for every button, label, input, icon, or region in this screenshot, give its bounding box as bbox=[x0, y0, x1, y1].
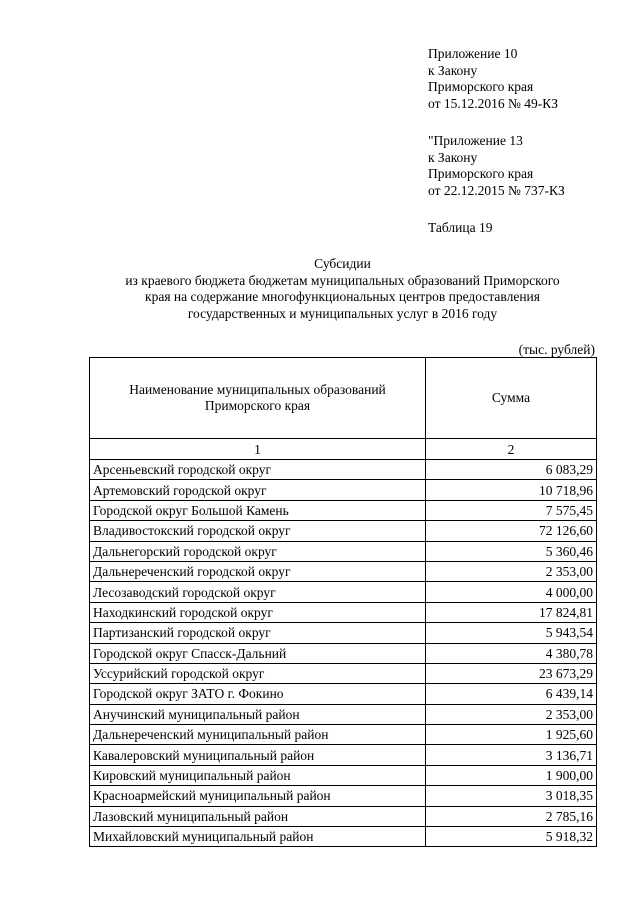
municipality-name-cell: Находкинский городской округ bbox=[90, 602, 426, 622]
municipality-name-cell: Арсеньевский городской округ bbox=[90, 460, 426, 480]
appendix-10-reference bbox=[428, 46, 558, 112]
table-row bbox=[90, 806, 597, 826]
table-row bbox=[90, 765, 597, 785]
appendix-13-reference bbox=[428, 133, 565, 199]
table-row bbox=[90, 521, 597, 541]
column-number: 2 bbox=[426, 439, 597, 460]
amount-cell: 4 000,00 bbox=[426, 582, 597, 602]
amount-cell: 10 718,96 bbox=[426, 480, 597, 500]
table-row bbox=[90, 582, 597, 602]
amount-cell: 1 900,00 bbox=[426, 765, 597, 785]
municipality-name-cell: Анучинский муниципальный район bbox=[90, 704, 426, 724]
table-row bbox=[90, 561, 597, 581]
document-title bbox=[90, 256, 595, 322]
amount-cell: 7 575,45 bbox=[426, 500, 597, 520]
column-header-name: Наименование муниципальных образований Приморского края bbox=[90, 358, 426, 439]
table-row bbox=[90, 623, 597, 643]
appendix-13-line: "Приложение 13 bbox=[428, 133, 523, 148]
amount-cell: 3 136,71 bbox=[426, 745, 597, 765]
table-row bbox=[90, 663, 597, 683]
table-body bbox=[90, 460, 597, 847]
appendix-13-line: от 22.12.2015 № 737-КЗ bbox=[428, 182, 565, 198]
amount-cell: 23 673,29 bbox=[426, 663, 597, 683]
table-number-label: Таблица 19 bbox=[428, 220, 493, 235]
column-header-amount: Сумма bbox=[426, 358, 597, 439]
municipality-name-cell: Дальнереченский муниципальный район bbox=[90, 725, 426, 745]
amount-cell: 5 918,32 bbox=[426, 827, 597, 847]
title-line: из краевого бюджета бюджетам муниципальных образований Приморского bbox=[125, 272, 560, 288]
amount-cell: 6 439,14 bbox=[426, 684, 597, 704]
appendix-10-line: Приморского края bbox=[428, 79, 534, 94]
amount-cell: 3 018,35 bbox=[426, 786, 597, 806]
municipality-name-cell: Лазовский муниципальный район bbox=[90, 806, 426, 826]
municipality-name-cell: Уссурийский городской округ bbox=[90, 663, 426, 683]
municipality-name-cell: Дальнегорский городской округ bbox=[90, 541, 426, 561]
municipality-name-cell: Городской округ Большой Камень bbox=[90, 500, 426, 520]
municipality-name-cell: Красноармейский муниципальный район bbox=[90, 786, 426, 806]
title-line: Субсидии bbox=[314, 256, 371, 271]
amount-cell: 17 824,81 bbox=[426, 602, 597, 622]
table-row bbox=[90, 480, 597, 500]
table-row bbox=[90, 827, 597, 847]
amount-cell: 1 925,60 bbox=[426, 725, 597, 745]
appendix-13-line: Приморского края bbox=[428, 166, 534, 181]
column-number: 1 bbox=[90, 439, 426, 460]
municipality-name-cell: Лесозаводский городской округ bbox=[90, 582, 426, 602]
appendix-10-line: к Закону bbox=[428, 62, 478, 78]
amount-cell: 2 353,00 bbox=[426, 704, 597, 724]
table-row bbox=[90, 500, 597, 520]
table-row bbox=[90, 602, 597, 622]
amount-cell: 6 083,29 bbox=[426, 460, 597, 480]
table-row bbox=[90, 541, 597, 561]
municipality-name-cell: Дальнереченский городской округ bbox=[90, 561, 426, 581]
municipality-name-cell: Кировский муниципальный район bbox=[90, 765, 426, 785]
table-header-row bbox=[90, 358, 597, 439]
amount-cell: 72 126,60 bbox=[426, 521, 597, 541]
appendix-13-line: к Закону bbox=[428, 149, 478, 165]
column-numbers-row bbox=[90, 439, 597, 460]
amount-cell: 5 943,54 bbox=[426, 623, 597, 643]
amount-cell: 2 785,16 bbox=[426, 806, 597, 826]
table-row bbox=[90, 786, 597, 806]
amount-cell: 4 380,78 bbox=[426, 643, 597, 663]
table-row bbox=[90, 725, 597, 745]
amount-cell: 5 360,46 bbox=[426, 541, 597, 561]
units-label: (тыс. рублей) bbox=[518, 342, 595, 357]
municipality-name-cell: Кавалеровский муниципальный район bbox=[90, 745, 426, 765]
table-row bbox=[90, 745, 597, 765]
table-row bbox=[90, 460, 597, 480]
appendix-10-line: от 15.12.2016 № 49-КЗ bbox=[428, 95, 558, 111]
table-row bbox=[90, 684, 597, 704]
subsidies-table bbox=[89, 357, 597, 847]
municipality-name-cell: Городской округ ЗАТО г. Фокино bbox=[90, 684, 426, 704]
table-row bbox=[90, 704, 597, 724]
municipality-name-cell: Артемовский городской округ bbox=[90, 480, 426, 500]
title-line: края на содержание многофункциональных центров предоставления bbox=[145, 289, 540, 304]
appendix-10-line: Приложение 10 bbox=[428, 46, 518, 61]
municipality-name-cell: Михайловский муниципальный район bbox=[90, 827, 426, 847]
municipality-name-cell: Городской округ Спасск-Дальний bbox=[90, 643, 426, 663]
title-line: государственных и муниципальных услуг в 2016 году bbox=[187, 305, 498, 321]
municipality-name-cell: Владивостокский городской округ bbox=[90, 521, 426, 541]
table-number bbox=[428, 220, 493, 237]
municipality-name-cell: Партизанский городской округ bbox=[90, 623, 426, 643]
amount-cell: 2 353,00 bbox=[426, 561, 597, 581]
table-row bbox=[90, 643, 597, 663]
